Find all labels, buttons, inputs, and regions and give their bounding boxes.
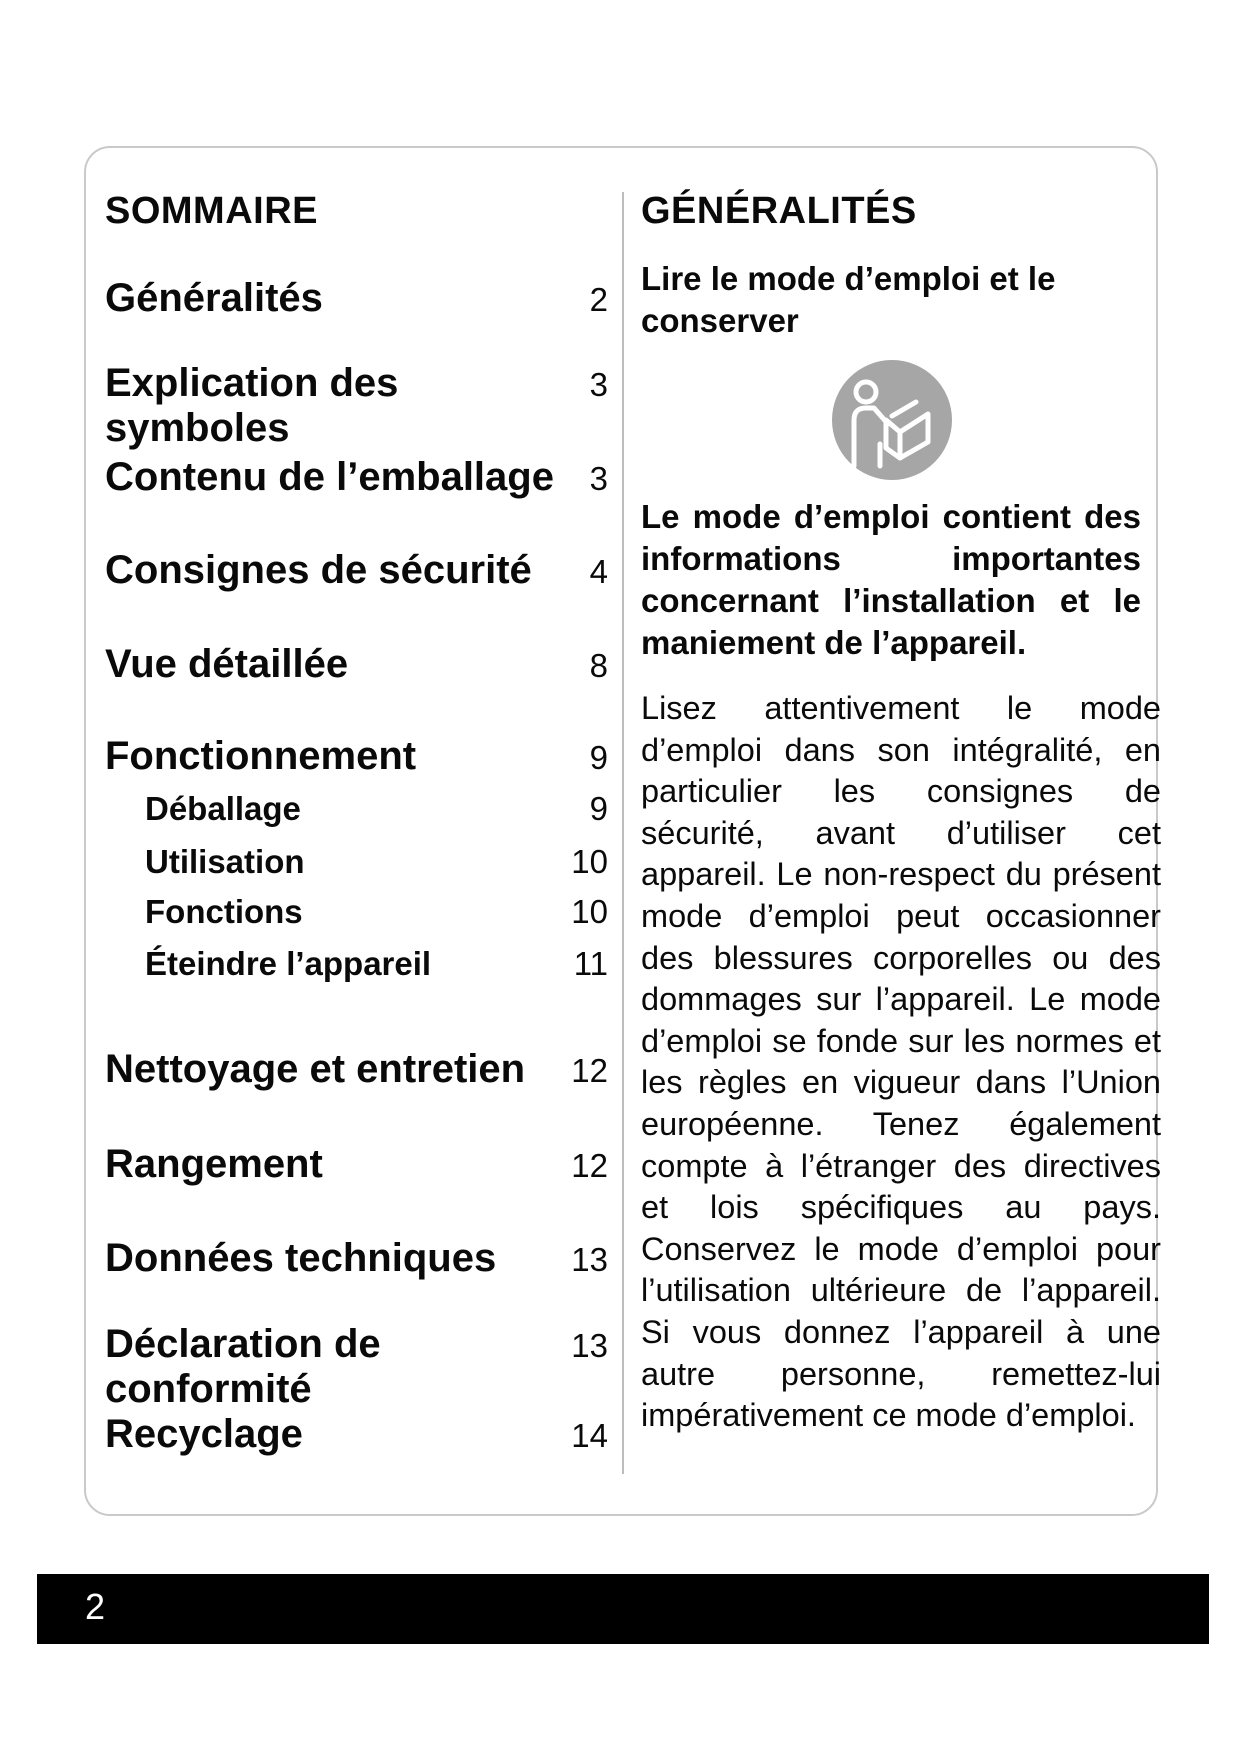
toc-entry-label: Nettoyage et entretien [105, 1047, 526, 1091]
toc-entry-page: 10 [571, 843, 608, 880]
toc-entry-page: 9 [589, 739, 608, 776]
footer-bar [37, 1574, 1209, 1644]
toc-entry-page: 4 [589, 553, 608, 590]
section-subtitle: Lire le mode d’emploi et le conserver [641, 260, 1056, 339]
toc-entry-page: 13 [571, 1327, 608, 1364]
toc-entry-label: Explication des symboles [105, 361, 399, 450]
toc-entry[interactable] [105, 1236, 608, 1281]
column-divider [622, 192, 624, 1474]
toc-entry-label: Données techniques [105, 1236, 497, 1280]
toc-entry-label: Généralités [105, 276, 323, 320]
intro-body-paragraph: Lisez attentivement le mode d’emploi dans son intégralité, en particulier les consignes de sécurité, avant d’utiliser cet appareil. Le non-respect du présent mode d’emploi peut occasionner des blessures corporelles ou des dommages sur l’appareil. Le mode d’emploi se fonde sur les normes et les règles en vigueur dans l’Union européenne. Tenez également compte à l’étranger des directives et lois spécifiques au pays. Conservez le mode d’emploi pour l’utilisation ultérieure de l’appareil. Si vous donnez l’appareil à une autre personne, remettez-lui impérativement ce mode d’emploi. [641, 690, 1161, 1434]
toc-entry-label: Déballage [145, 790, 301, 827]
toc-entry-label: Vue détaillée [105, 642, 349, 686]
toc-entry-page: 11 [573, 945, 608, 982]
toc-entry-label: Contenu de l’emballage [105, 455, 554, 499]
toc-entry-page: 9 [589, 790, 608, 827]
toc-entry-page: 14 [571, 1417, 608, 1454]
toc-entry-label: Déclaration de conformité [105, 1322, 381, 1411]
toc-entry-label: Éteindre l’appareil [145, 945, 432, 982]
toc-entry-label: Consignes de sécurité [105, 548, 532, 592]
toc-entry-label: Rangement [105, 1142, 323, 1186]
read-manual-icon [830, 358, 954, 482]
toc-entry-page: 13 [571, 1241, 608, 1278]
section-title: GÉNÉRALITÉS [641, 190, 917, 232]
toc-entry-page: 12 [571, 1052, 608, 1089]
toc-entry[interactable] [105, 276, 608, 321]
toc-subentry[interactable] [145, 945, 608, 983]
toc-entry[interactable] [105, 1412, 608, 1457]
toc-entry-page: 2 [589, 281, 608, 318]
toc-entry-page: 12 [571, 1147, 608, 1184]
toc-title: SOMMAIRE [105, 190, 318, 232]
toc-entry[interactable] [105, 734, 608, 779]
toc-entry[interactable] [105, 455, 608, 500]
toc-entry[interactable] [105, 1322, 608, 1412]
page-number: 2 [85, 1586, 106, 1627]
toc-entry-page: 10 [571, 893, 608, 930]
toc-entry-label: Fonctions [145, 893, 303, 930]
toc-subentry[interactable] [145, 790, 608, 828]
intro-bold-paragraph: Le mode d’emploi contient des informations importantes concernant l’installation et le maniement de l’appareil. [641, 498, 1141, 661]
toc-entry-label: Fonctionnement [105, 734, 417, 778]
toc-entry[interactable] [105, 1142, 608, 1187]
toc-entry-label: Utilisation [145, 843, 305, 880]
toc-entry[interactable] [105, 642, 608, 687]
toc-subentry[interactable] [145, 843, 608, 881]
toc-subentry[interactable] [145, 893, 608, 931]
toc-entry[interactable] [105, 1047, 608, 1092]
toc-entry[interactable] [105, 548, 608, 593]
toc-entry[interactable] [105, 361, 608, 451]
toc-entry-page: 3 [589, 366, 608, 403]
toc-entry-label: Recyclage [105, 1412, 303, 1456]
toc-entry-page: 8 [589, 647, 608, 684]
toc-entry-page: 3 [589, 460, 608, 497]
